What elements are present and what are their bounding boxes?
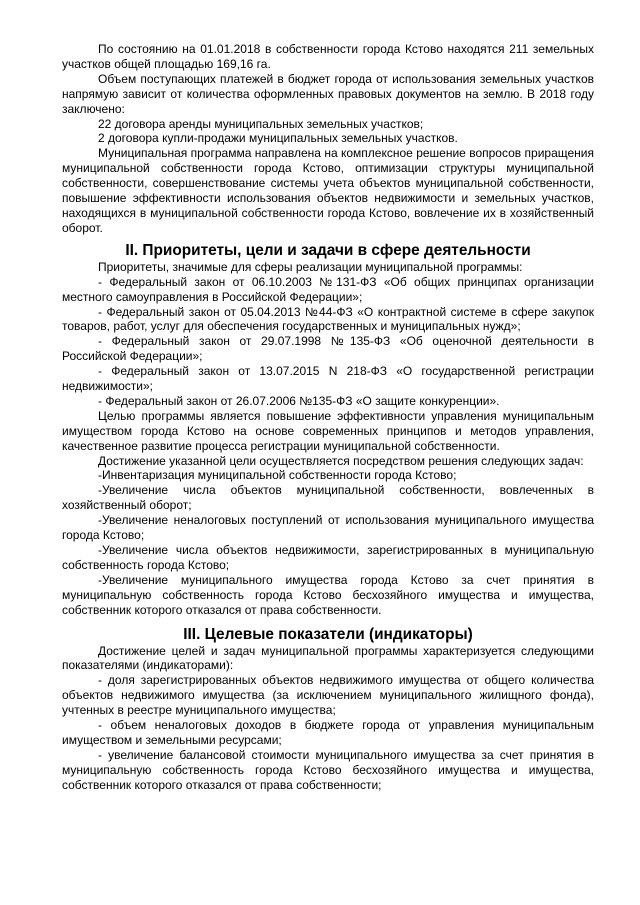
sale-contracts-item: 2 договора купли-продажи муниципальных земельных участков. [98, 131, 458, 146]
task-registered-objects: -Увеличение числа объектов недвижимости, зарегистрированных в муниципальную собственность города Кстово; [62, 543, 594, 572]
payments-paragraph: Объем поступающих платежей в бюджет города от использования земельных участков напрямую зависит от количества оформленных правовых документов на землю. В 2018 году заключено: [62, 71, 594, 116]
law-135-valuation-item: - Федеральный закон от 29.07.1998 №135-ФЗ «Об оценочной деятельности в Российской Федерации»; [62, 334, 594, 364]
priorities-intro: Приоритеты, значимые для сферы реализации муниципальной программы: [98, 259, 523, 274]
law-131-item: - Федеральный закон от 06.10.2003 №131-ФЗ «Об общих принципах организации местного самоуправления в Российской Федерации»; [62, 274, 594, 304]
section-3-title: III. Целевые показатели (индикаторы) [183, 625, 473, 643]
document-page [62, 42, 594, 793]
law-218-item: - Федеральный закон от 13.07.2015 N 218-ФЗ «О государственной регистрации недвижимости»; [62, 364, 594, 394]
task-inventory: -Инвентаризация муниципальной собственности города Кстово; [98, 468, 457, 483]
indicator-balance-value: - увеличение балансовой стоимости муниципального имущества за счет принятия в муниципальную собственность города Кстово бесхозяйного имущества и имущества, собственник которого отказался от права собственности; [62, 747, 594, 792]
program-purpose-paragraph: Муниципальная программа направлена на комплексное решение вопросов приращения муниципальной собственности города Кстово, оптимизации структуры муниципальной собственности, совершенствование системы учета объектов муниципальной собственности, повышение эффективности использования объектов недвижимости и земельных участков, находящихся в муниципальной собственности города Кстово, вовлечение их в хозяйственный оборот. [62, 146, 594, 235]
indicator-registered-share: - доля зарегистрированных объектов недвижимого имущества от общего количества объектов недвижимого имущества (за исключением муниципального жилищного фонда), учтенных в реестре муниципального имущества; [62, 673, 594, 718]
law-135-competition-item: - Федеральный закон от 26.07.2006 №135-ФЗ «О защите конкуренции». [98, 393, 500, 408]
section-2-title: II. Приоритеты, цели и задачи в сфере деятельности [125, 241, 531, 259]
lease-contracts-item: 22 договора аренды муниципальных земельных участков; [98, 116, 424, 131]
tasks-intro: Достижение указанной цели осуществляется посредством решения следующих задач: [98, 453, 584, 468]
task-economic-turnover: -Увеличение числа объектов муниципальной собственности, вовлеченных в хозяйственный оборот; [62, 483, 594, 513]
indicator-non-tax-income: - объем неналоговых доходов в бюджете города от управления муниципальным имуществом и земельными ресурсами; [62, 718, 594, 747]
indicators-intro: Достижение целей и задач муниципальной программы характеризуется следующими показателями (индикаторами): [62, 643, 594, 673]
law-44-item: - Федеральный закон от 05.04.2013 №44-ФЗ «О контрактной системе в сфере закупок товаров, работ, услуг для обеспечения государственных и муниципальных нужд»; [62, 304, 594, 334]
task-ownerless-property: -Увеличение муниципального имущества города Кстово за счет принятия в муниципальную собственность города Кстово бесхозяйного имущества и имущества, собственник которого отказался от права собственности. [62, 572, 594, 617]
land-plots-paragraph: По состоянию на 01.01.2018 в собственности города Кстово находятся 211 земельных участков общей площадью 169,16 га. [62, 42, 594, 71]
program-goal-paragraph: Целью программы является повышение эффективности управления муниципальным имуществом города Кстово на основе современных принципов и методов управления, качественное развитие процесса регистрации муниципальной собственности. [62, 408, 594, 453]
task-non-tax-revenue: -Увеличение неналоговых поступлений от использования муниципального имущества города Кстово; [62, 513, 594, 543]
